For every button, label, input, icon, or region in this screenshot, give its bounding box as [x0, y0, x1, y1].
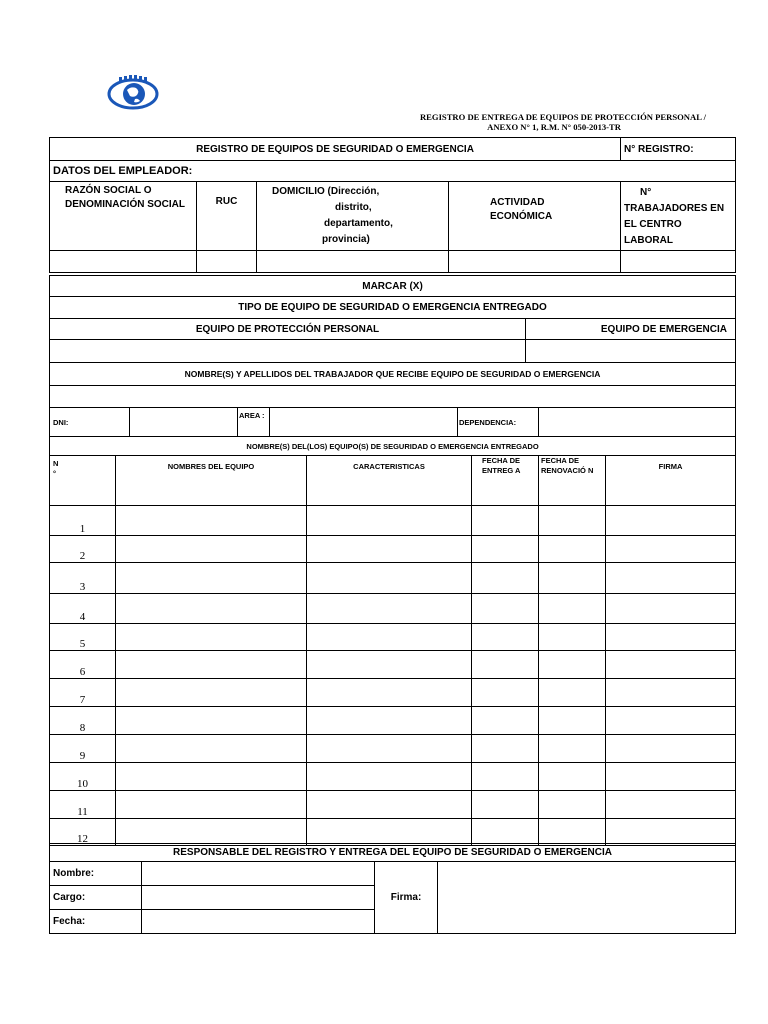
table-row: [50, 707, 736, 735]
caracteristicas-cell[interactable]: [307, 651, 472, 679]
col-header-firma: FIRMA: [606, 456, 736, 506]
razon-social-header: [50, 182, 197, 251]
area-label: AREA :: [238, 408, 270, 437]
caracteristicas-cell[interactable]: [307, 791, 472, 819]
firma-value[interactable]: [438, 862, 736, 934]
caracteristicas-cell[interactable]: [307, 679, 472, 707]
nombre-cell[interactable]: [116, 594, 307, 624]
trabajadores-header: [621, 182, 736, 251]
dependencia-value[interactable]: [539, 408, 736, 437]
firma-cell[interactable]: [606, 536, 736, 563]
firma-cell[interactable]: [606, 791, 736, 819]
fecha-entrega-cell[interactable]: [472, 819, 539, 846]
table-row: [50, 594, 736, 624]
fecha-renovacion-cell[interactable]: [539, 506, 606, 536]
firma-label: Firma:: [375, 862, 438, 934]
fecha-renovacion-cell[interactable]: [539, 563, 606, 594]
nombre-cell[interactable]: [116, 679, 307, 707]
globe-logo-icon: [107, 74, 159, 110]
row-number: 4: [50, 594, 116, 624]
fecha-entrega-cell[interactable]: [472, 763, 539, 791]
fecha-entrega-cell[interactable]: [472, 624, 539, 651]
row-number: 8: [50, 707, 116, 735]
fecha-renovacion-cell[interactable]: [539, 679, 606, 707]
caracteristicas-cell[interactable]: [307, 536, 472, 563]
employer-data-table: [49, 137, 736, 273]
table-row: [50, 651, 736, 679]
row-number: 7: [50, 679, 116, 707]
dni-area-table: [49, 407, 736, 437]
table-row: [50, 536, 736, 563]
fecha-entrega-cell[interactable]: [472, 506, 539, 536]
col-header-nombres: NOMBRES DEL EQUIPO: [116, 456, 307, 506]
table-row: [50, 735, 736, 763]
table-row: [50, 819, 736, 846]
firma-cell[interactable]: [606, 763, 736, 791]
row-number: 12: [50, 819, 116, 846]
trabajadores-value[interactable]: [621, 251, 736, 273]
area-value[interactable]: [270, 408, 458, 437]
caracteristicas-cell[interactable]: [307, 506, 472, 536]
dni-value[interactable]: [130, 408, 238, 437]
fecha-renovacion-cell[interactable]: [539, 819, 606, 846]
fecha-entrega-cell[interactable]: [472, 563, 539, 594]
nombre-cell[interactable]: [116, 506, 307, 536]
domicilio-line3: departamento,: [324, 218, 393, 229]
fecha-entrega-cell[interactable]: [472, 679, 539, 707]
cargo-label: Cargo:: [50, 886, 142, 910]
trabajador-value[interactable]: [50, 386, 736, 408]
col-header-fecha-renovacion-text: FECHA DE RENOVACIÓ N: [541, 456, 594, 475]
razon-social-text: RAZÓN SOCIAL O DENOMINACIÓN SOCIAL: [65, 185, 185, 210]
caracteristicas-cell[interactable]: [307, 763, 472, 791]
fecha-renovacion-cell[interactable]: [539, 735, 606, 763]
firma-cell[interactable]: [606, 563, 736, 594]
firma-cell[interactable]: [606, 594, 736, 624]
equipment-rows: [50, 506, 736, 846]
domicilio-header: [257, 182, 449, 251]
nombre-cell[interactable]: [116, 624, 307, 651]
caracteristicas-cell[interactable]: [307, 819, 472, 846]
firma-cell[interactable]: [606, 679, 736, 707]
dni-label: DNI:: [50, 408, 130, 437]
equipment-list-table: [49, 436, 736, 846]
col-header-n-text: N °: [53, 459, 59, 478]
fecha-entrega-cell[interactable]: [472, 536, 539, 563]
fecha-renovacion-cell[interactable]: [539, 707, 606, 735]
col-header-n: [50, 456, 116, 506]
equipos-title: NOMBRE(S) DEL(LOS) EQUIPO(S) DE SEGURIDAD O EMERGENCIA ENTREGADO: [50, 437, 736, 456]
caracteristicas-cell[interactable]: [307, 735, 472, 763]
empleador-label: DATOS DEL EMPLEADOR:: [50, 161, 736, 182]
nombre-cell[interactable]: [116, 707, 307, 735]
domicilio-line2: distrito,: [335, 202, 372, 213]
fecha-entrega-cell[interactable]: [472, 707, 539, 735]
document-title-line1: REGISTRO DE ENTREGA DE EQUIPOS DE PROTECCIÓN PERSONAL /: [419, 112, 706, 122]
col-header-fecha-entrega-text: FECHA DE ENTREG A: [482, 456, 521, 475]
cargo-value[interactable]: [142, 886, 375, 910]
fecha-renovacion-cell[interactable]: [539, 594, 606, 624]
nombre-cell[interactable]: [116, 563, 307, 594]
caracteristicas-cell[interactable]: [307, 563, 472, 594]
main-title: REGISTRO DE EQUIPOS DE SEGURIDAD O EMERGENCIA: [50, 138, 621, 161]
emergencia-mark-cell[interactable]: [526, 340, 736, 363]
nombre-cell[interactable]: [116, 735, 307, 763]
row-number: 6: [50, 651, 116, 679]
tipo-equipo-label: TIPO DE EQUIPO DE SEGURIDAD O EMERGENCIA ENTREGADO: [50, 297, 736, 319]
trabajador-label: NOMBRE(S) Y APELLIDOS DEL TRABAJADOR QUE RECIBE EQUIPO DE SEGURIDAD O EMERGENCIA: [50, 363, 736, 386]
nombre-label: Nombre:: [50, 862, 142, 886]
firma-cell[interactable]: [606, 624, 736, 651]
firma-cell[interactable]: [606, 506, 736, 536]
table-row: [50, 679, 736, 707]
equipment-type-table: [49, 275, 736, 408]
table-row: [50, 791, 736, 819]
table-row: [50, 624, 736, 651]
caracteristicas-cell[interactable]: [307, 624, 472, 651]
fecha-renovacion-cell[interactable]: [539, 651, 606, 679]
document-title: [420, 112, 706, 132]
actividad-header: [449, 182, 621, 251]
registro-label: N° REGISTRO:: [621, 138, 736, 161]
responsable-table: [49, 843, 736, 934]
marcar-label: MARCAR (X): [50, 276, 736, 297]
epp-mark-cell[interactable]: [50, 340, 526, 363]
trabajadores-line2: TRABAJADORES EN EL CENTRO LABORAL: [624, 203, 725, 246]
table-row: [50, 763, 736, 791]
row-number: 10: [50, 763, 116, 791]
razon-social-value[interactable]: [50, 251, 197, 273]
fecha-renovacion-cell[interactable]: [539, 763, 606, 791]
firma-cell[interactable]: [606, 651, 736, 679]
nombre-value[interactable]: [142, 862, 375, 886]
domicilio-value[interactable]: [257, 251, 449, 273]
fecha-entrega-cell[interactable]: [472, 791, 539, 819]
col-header-caracteristicas: CARACTERISTICAS: [307, 456, 472, 506]
dependencia-label: DEPENDENCIA:: [458, 408, 539, 437]
nombre-cell[interactable]: [116, 651, 307, 679]
row-number: 2: [50, 536, 116, 563]
firma-cell[interactable]: [606, 735, 736, 763]
fecha-entrega-cell[interactable]: [472, 735, 539, 763]
table-row: [50, 506, 736, 536]
row-number: 3: [50, 563, 116, 594]
domicilio-line1: DOMICILIO (Dirección,: [272, 186, 380, 197]
fecha-renovacion-cell[interactable]: [539, 536, 606, 563]
nombre-cell[interactable]: [116, 763, 307, 791]
caracteristicas-cell[interactable]: [307, 594, 472, 624]
nombre-cell[interactable]: [116, 536, 307, 563]
trabajadores-line1: N°: [640, 187, 652, 198]
caracteristicas-cell[interactable]: [307, 707, 472, 735]
col-header-fecha-entrega: [472, 456, 539, 506]
row-number: 5: [50, 624, 116, 651]
fecha-entrega-cell[interactable]: [472, 651, 539, 679]
fecha-renovacion-cell[interactable]: [539, 791, 606, 819]
fecha-value[interactable]: [142, 910, 375, 934]
document-title-line2: ANEXO N° 1, R.M. N° 050-2013-TR: [487, 122, 621, 132]
row-number: 11: [50, 791, 116, 819]
row-number: 9: [50, 735, 116, 763]
firma-cell[interactable]: [606, 819, 736, 846]
ruc-value[interactable]: [197, 251, 257, 273]
fecha-entrega-cell[interactable]: [472, 594, 539, 624]
actividad-value[interactable]: [449, 251, 621, 273]
emergencia-label: EQUIPO DE EMERGENCIA: [526, 319, 736, 340]
fecha-label: Fecha:: [50, 910, 142, 934]
col-header-fecha-renovacion: [539, 456, 606, 506]
firma-cell[interactable]: [606, 707, 736, 735]
domicilio-line4: provincia): [322, 234, 370, 245]
ruc-header: RUC: [197, 182, 257, 251]
responsable-label: RESPONSABLE DEL REGISTRO Y ENTREGA DEL EQUIPO DE SEGURIDAD O EMERGENCIA: [50, 844, 736, 862]
fecha-renovacion-cell[interactable]: [539, 624, 606, 651]
epp-label: EQUIPO DE PROTECCIÓN PERSONAL: [50, 319, 526, 340]
nombre-cell[interactable]: [116, 819, 307, 846]
actividad-text: ACTIVIDAD ECONÓMICA: [490, 197, 553, 222]
table-row: [50, 563, 736, 594]
row-number: 1: [50, 506, 116, 536]
nombre-cell[interactable]: [116, 791, 307, 819]
